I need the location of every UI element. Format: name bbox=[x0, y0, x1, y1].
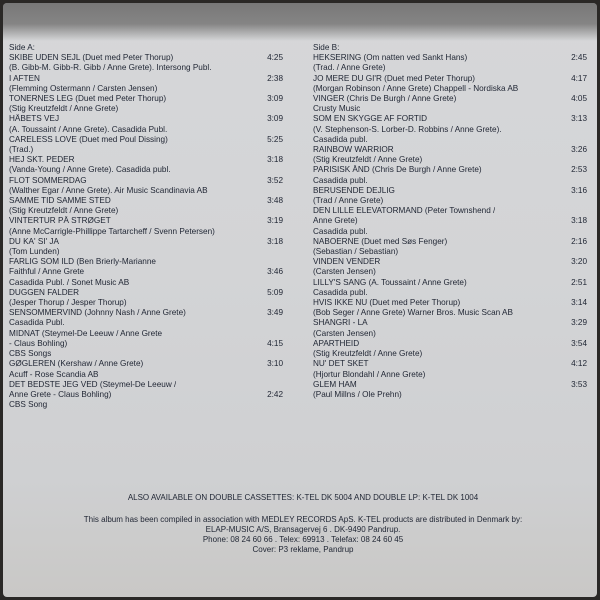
track-duration: 3:48 bbox=[267, 196, 283, 206]
track-credits: Faithful / Anne Grete bbox=[9, 267, 85, 277]
track-title: SENSOMMERVIND (Johnny Nash / Anne Grete) bbox=[9, 308, 186, 318]
track-duration: 3:18 bbox=[267, 155, 283, 165]
track-title: I AFTEN bbox=[9, 73, 40, 83]
track-credits: (Trad / Anne Grete) bbox=[313, 196, 384, 206]
track-title: NABOERNE (Duet med Søs Fenger) bbox=[313, 236, 448, 246]
track-title: DEN LILLE ELEVATORMAND (Peter Townshend / bbox=[313, 206, 496, 216]
track-credits: (Paul Millns / Ole Prehn) bbox=[313, 389, 402, 399]
track-entry bbox=[313, 53, 587, 73]
track-entry bbox=[9, 196, 283, 216]
track-credits: (Carsten Jensen) bbox=[313, 267, 376, 277]
track-credits: Casadida publ. bbox=[313, 287, 368, 297]
track-duration: 4:17 bbox=[571, 73, 587, 83]
track-title: LILLY'S SANG (A. Toussaint / Anne Grete) bbox=[313, 277, 467, 287]
track-title: RAINBOW WARRIOR bbox=[313, 145, 394, 155]
track-title: MIDNAT (Steymel-De Leeuw / Anne Grete bbox=[9, 328, 163, 338]
track-credits: (Stig Kreutzfeldt / Anne Grete) bbox=[9, 206, 119, 216]
track-duration: 3:18 bbox=[267, 236, 283, 246]
track-credits: (Walther Egar / Anne Grete). Air Music Scandinavia AB bbox=[9, 185, 208, 195]
track-duration: 3:54 bbox=[571, 338, 587, 348]
track-duration: 4:12 bbox=[571, 359, 587, 369]
track-title: NU' DET SKET bbox=[313, 359, 369, 369]
track-title: HEJ SKT. PEDER bbox=[9, 155, 75, 165]
track-duration: 3:29 bbox=[571, 318, 587, 328]
track-duration: 3:49 bbox=[267, 308, 283, 318]
track-entry bbox=[313, 298, 587, 318]
track-title: FARLIG SOM ILD (Ben Brierly-Marianne bbox=[9, 257, 156, 267]
track-title: SOM EN SKYGGE AF FORTID bbox=[313, 114, 428, 124]
track-entry bbox=[313, 186, 587, 206]
track-duration: 4:25 bbox=[267, 53, 283, 63]
track-duration: 3:10 bbox=[267, 359, 283, 369]
track-entry bbox=[313, 318, 587, 338]
track-credits: Casadida Publ. bbox=[9, 318, 65, 328]
compiled-line-3: Phone: 08 24 60 66 . Telex: 69913 . Telefax: 08 24 60 45 bbox=[202, 534, 404, 544]
track-credits: Anne Grete) bbox=[313, 216, 358, 226]
also-available-note: ALSO AVAILABLE ON DOUBLE CASSETTES: K-TEL DK 5004 AND DOUBLE LP: K-TEL DK 1004 bbox=[127, 493, 479, 502]
track-duration: 2:45 bbox=[571, 53, 587, 63]
track-duration: 3:18 bbox=[571, 216, 587, 226]
track-title: CARELESS LOVE (Duet med Poul Dissing) bbox=[9, 134, 168, 144]
track-duration: 2:16 bbox=[571, 236, 587, 246]
distribution-info bbox=[3, 515, 597, 555]
track-entry bbox=[9, 288, 283, 308]
track-entry bbox=[313, 145, 587, 165]
track-title: DET BEDSTE JEG VED (Steymel-De Leeuw / bbox=[9, 379, 177, 389]
track-credits: Casadida publ. bbox=[313, 175, 368, 185]
track-entry bbox=[313, 94, 587, 114]
track-title: VINTERTUR PÅ STRØGET bbox=[9, 216, 111, 226]
track-title: HÅBETS VEJ bbox=[9, 114, 60, 124]
track-credits: (Bob Seger / Anne Grete) Warner Bros. Music Scan AB bbox=[313, 308, 513, 318]
compiled-line-2: ELAP-MUSIC A/S, Bransagervej 6 . DK-9490 Pandrup. bbox=[205, 524, 401, 534]
side-b-column bbox=[313, 43, 587, 400]
track-entry bbox=[9, 155, 283, 175]
track-credits: Crusty Music bbox=[313, 104, 361, 114]
track-credits: Casadida Publ. / Sonet Music AB bbox=[9, 277, 130, 287]
track-duration: 2:51 bbox=[571, 277, 587, 287]
track-credits: Casadida publ. bbox=[313, 134, 368, 144]
track-entry bbox=[9, 53, 283, 73]
track-duration: 2:38 bbox=[267, 73, 283, 83]
track-title: SKIBE UDEN SEJL (Duet med Peter Thorup) bbox=[9, 53, 174, 63]
track-entry bbox=[9, 176, 283, 196]
track-duration: 3:53 bbox=[571, 379, 587, 389]
track-entry bbox=[9, 237, 283, 257]
shadow-edge bbox=[3, 3, 597, 41]
track-credits: (B. Gibb-M. Gibb-R. Gibb / Anne Grete). Intersong Publ. bbox=[9, 63, 212, 73]
track-entry bbox=[9, 359, 283, 379]
track-credits: (Sebastian / Sebastian) bbox=[313, 247, 399, 257]
track-duration: 3:09 bbox=[267, 114, 283, 124]
track-title: SAMME TID SAMME STED bbox=[9, 196, 111, 206]
track-credits: (Morgan Robinson / Anne Grete) Chappell - Nordiska AB bbox=[313, 83, 519, 93]
compiled-line-1: This album has been compiled in association with MEDLEY RECORDS ApS. K-TEL products are distributed in Denmark by: bbox=[83, 515, 523, 524]
track-credits: CBS Songs bbox=[9, 349, 52, 359]
cover-credit: Cover: P3 reklame, Pandrup bbox=[252, 545, 354, 555]
track-entry bbox=[9, 380, 283, 411]
track-entry bbox=[9, 114, 283, 134]
side-b-label: Side B: bbox=[313, 43, 340, 52]
track-duration: 3:20 bbox=[571, 257, 587, 267]
track-duration: 2:42 bbox=[267, 389, 283, 399]
track-duration: 2:53 bbox=[571, 165, 587, 175]
track-credits: (Stig Kreutzfeldt / Anne Grete) bbox=[313, 349, 423, 359]
track-duration: 3:14 bbox=[571, 298, 587, 308]
track-title: SHANGRI - LA bbox=[313, 318, 368, 328]
track-title: DU KA' SI' JA bbox=[9, 236, 59, 246]
track-entry bbox=[9, 94, 283, 114]
track-credits: (Stig Kreutzfeldt / Anne Grete) bbox=[313, 155, 423, 165]
track-title: FLOT SOMMERDAG bbox=[9, 175, 87, 185]
track-credits: (Tom Lunden) bbox=[9, 247, 60, 257]
track-credits: (Anne McCarrigle-Phillippe Tartarcheff / Svenn Petersen) bbox=[9, 226, 215, 236]
track-title: DUGGEN FALDER bbox=[9, 287, 80, 297]
track-entry bbox=[9, 308, 283, 328]
track-title: GØGLEREN (Kershaw / Anne Grete) bbox=[9, 359, 144, 369]
track-duration: 3:46 bbox=[267, 267, 283, 277]
track-entry bbox=[313, 237, 587, 257]
track-duration: 3:52 bbox=[267, 175, 283, 185]
track-title: VINDEN VENDER bbox=[313, 257, 381, 267]
track-entry bbox=[313, 165, 587, 185]
track-credits: Acuff - Rose Scandia AB bbox=[9, 369, 99, 379]
track-credits: (A. Toussaint / Anne Grete). Casadida Publ. bbox=[9, 124, 168, 134]
track-credits: CBS Song bbox=[9, 400, 48, 410]
track-credits: (Jesper Thorup / Jesper Thorup) bbox=[9, 298, 127, 308]
track-credits: Casadida publ. bbox=[313, 226, 368, 236]
track-credits: (Trad.) bbox=[9, 145, 34, 155]
track-credits: (Flemming Ostermann / Carsten Jensen) bbox=[9, 83, 158, 93]
track-entry bbox=[313, 74, 587, 94]
track-entry bbox=[9, 257, 283, 288]
track-credits: - Claus Bohling) bbox=[9, 338, 68, 348]
track-title: VINGER (Chris De Burgh / Anne Grete) bbox=[313, 94, 457, 104]
track-duration: 3:13 bbox=[571, 114, 587, 124]
side-a-column bbox=[9, 43, 283, 410]
track-entry bbox=[313, 114, 587, 145]
track-entry bbox=[313, 380, 587, 400]
track-duration: 5:09 bbox=[267, 287, 283, 297]
track-credits: (Carsten Jensen) bbox=[313, 328, 376, 338]
track-credits: Anne Grete - Claus Bohling) bbox=[9, 389, 112, 399]
track-duration: 4:05 bbox=[571, 94, 587, 104]
track-title: TONERNES LEG (Duet med Peter Thorup) bbox=[9, 94, 167, 104]
track-entry bbox=[313, 359, 587, 379]
track-title: JO MERE DU GI'R (Duet med Peter Thorup) bbox=[313, 73, 476, 83]
track-title: HEKSERING (Om natten ved Sankt Hans) bbox=[313, 53, 468, 63]
track-duration: 3:26 bbox=[571, 145, 587, 155]
track-credits: (V. Stephenson-S. Lorber-D. Robbins / Anne Grete). bbox=[313, 124, 502, 134]
track-duration: 3:16 bbox=[571, 185, 587, 195]
track-entry bbox=[313, 206, 587, 237]
track-duration: 3:19 bbox=[267, 216, 283, 226]
track-title: PARISISK ÅND (Chris De Burgh / Anne Grete) bbox=[313, 165, 482, 175]
track-entry bbox=[313, 257, 587, 277]
track-entry bbox=[9, 216, 283, 236]
track-duration: 4:15 bbox=[267, 338, 283, 348]
track-duration: 3:09 bbox=[267, 94, 283, 104]
track-title: GLEM HAM bbox=[313, 379, 357, 389]
track-credits: (Hjortur Blondahl / Anne Grete) bbox=[313, 369, 426, 379]
track-title: APARTHEID bbox=[313, 338, 360, 348]
track-credits: (Vanda-Young / Anne Grete). Casadida publ. bbox=[9, 165, 171, 175]
side-a-label: Side A: bbox=[9, 43, 35, 52]
track-entry bbox=[9, 74, 283, 94]
track-entry bbox=[9, 135, 283, 155]
track-credits: (Trad. / Anne Grete) bbox=[313, 63, 386, 73]
track-entry bbox=[9, 329, 283, 360]
cassette-inlay bbox=[3, 3, 597, 597]
track-duration: 5:25 bbox=[267, 134, 283, 144]
track-entry bbox=[313, 278, 587, 298]
track-title: HVIS IKKE NU (Duet med Peter Thorup) bbox=[313, 298, 461, 308]
track-title: BERUSENDE DEJLIG bbox=[313, 185, 395, 195]
track-entry bbox=[313, 339, 587, 359]
track-credits: (Stig Kreutzfeldt / Anne Grete) bbox=[9, 104, 119, 114]
